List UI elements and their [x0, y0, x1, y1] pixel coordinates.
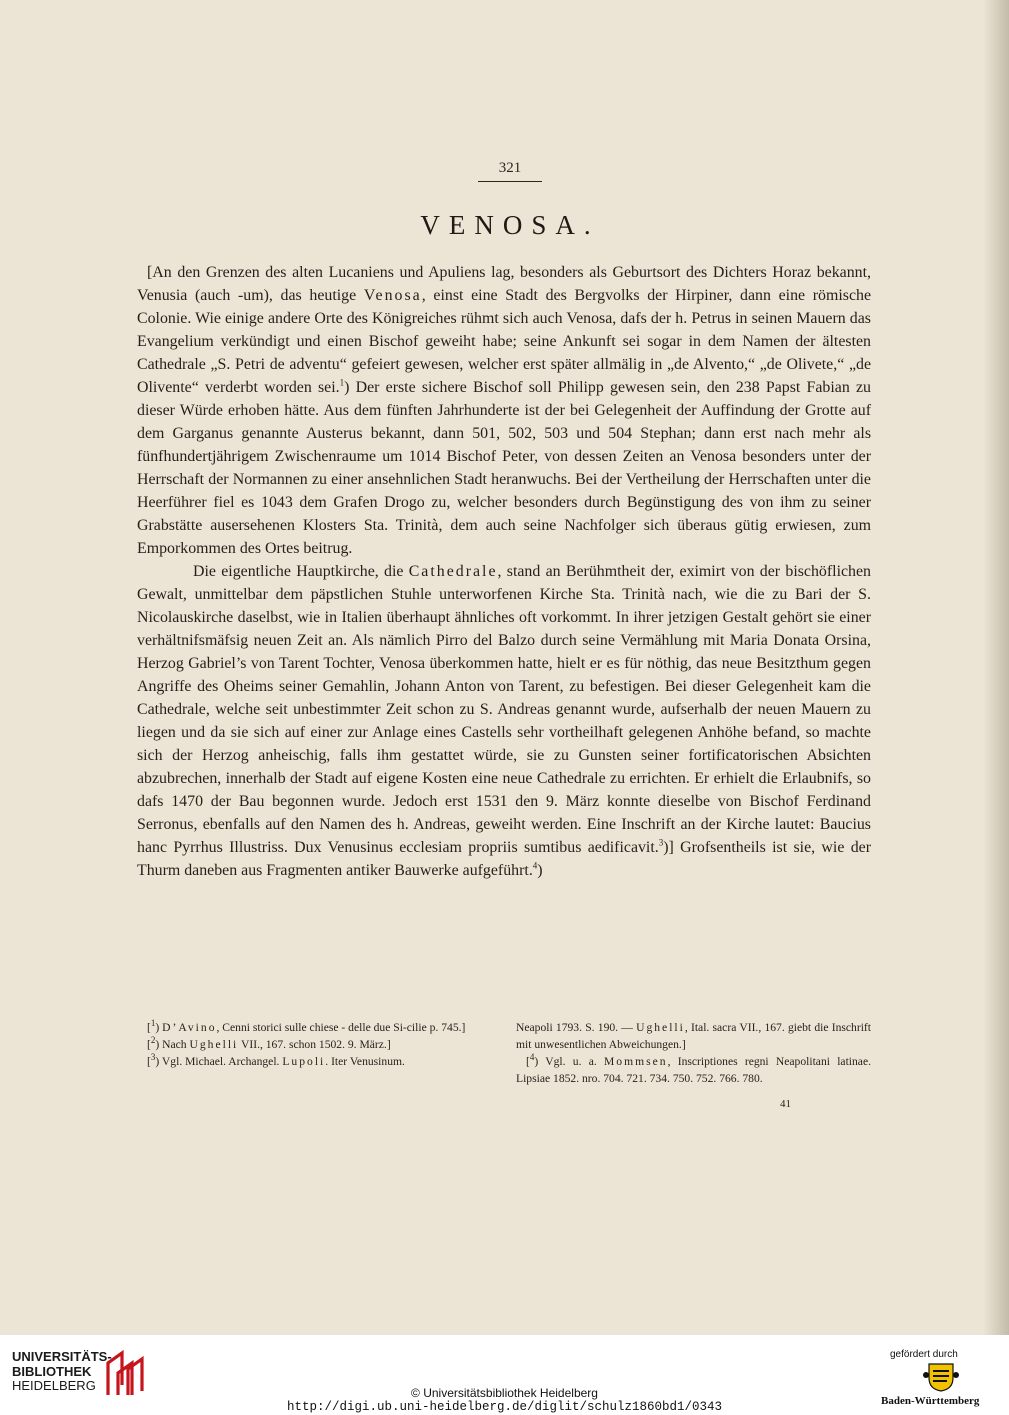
- ub-heidelberg-logo-text[interactable]: UNIVERSITÄTS- BIBLIOTHEK HEIDELBERG: [12, 1349, 112, 1393]
- footnote-1: [$^1$) D’Avino, Cenni storici sulle chiese - delle due Si-cilie p. 745.]: [147, 1018, 466, 1034]
- paragraph-2: Die eigentliche Hauptkirche, die Cathedrale, stand an Berühmtheit der, eximirt von der bischöflichen Gewalt, unmittelbar dem päpstlichen Stuhle unterworfenen Kirche Sta. Trinità nach, wie die zu Bari der S. Nicolauskirche daselbst, wie in Italien überhaupt ähnliches oft vorkommt. In ihrer jetzigen Gestalt gehört sie einer verhältnifsmäfsig neuen Zeit an. Als nämlich Pirro del Balzo durch seine Vermählung mit Maria Donata Orsina, Herzog Gabriel’s von Tarent Tochter, Venosa überkommen hatte, hielt er es für nöthig, das neue Besitzthum gegen Angriffe des Oheims seiner Gemahlin, Johann Anton von Tarent, zu befestigen. Bei dieser Gelegenheit kam die Cathedrale, welche seit unbestimmter Zeit schon zu S. Andreas genannt wurde, aufserhalb der neuen Mauern zu liegen und da sie sich auf einer zur Anlage eines Castells sehr vortheilhaft gelegenen Anhöhe befand, so machte sich der Herzog anheischig, falls ihm gestattet würde, sie zu Gunsten seiner fortificatorischen Absichten abzubrechen, innerhalb der Stadt auf eigene Kosten eine neue Cathedrale zu errichten. Er erhielt die Erlaubnifs, so dafs 1470 der Bau begonnen wurde. Jedoch erst 1531 den 9. März konnte dieselbe von Bischof Ferdinand Serronus, ebenfalls auf den Namen des h. Andreas, geweiht werden. Eine Inschrift an der Kirche lautet: Baucius hanc Pyrrhus Illustriss. Dux Venusinus ecclesiam propriis sumtibus aedificavit.$^3$)] Grofsentheils ist sie, wie der Thurm daneben aus Fragmenten antiker Bauwerke aufgeführt.$^4$): [137, 563, 871, 879]
- emphasis-venosa: Venosa: [363, 287, 422, 304]
- body-text: [137, 261, 871, 882]
- page-title: VENOSA.: [420, 210, 600, 240]
- footnotes-left-column: [137, 1019, 492, 1087]
- footnote-3: [$^3$) Vgl. Michael. Archangel. Lupoli. Iter Venusinum.: [147, 1052, 405, 1068]
- footnote-3-continued: Neapoli 1793. S. 190. — Ughelli, Ital. sacra VII., 167. giebt die Inschrift mit unwesentlichen Abweichungen.]: [516, 1021, 871, 1051]
- footer-bar: [0, 1335, 1009, 1415]
- permalink-url[interactable]: http://digi.ub.uni-heidelberg.de/diglit/schulz1860bd1/0343: [286, 1400, 723, 1414]
- page-edge-shadow: [983, 0, 1009, 1335]
- baden-wuerttemberg-crest-icon[interactable]: [921, 1361, 961, 1393]
- footnote-4: [$^4$) Vgl. u. a. Mommsen, Inscriptiones regni Neapolitani latinae. Lipsiae 1852. nro. 704. 721. 734. 750. 752. 766. 780.: [516, 1052, 871, 1085]
- footnote-ref-1[interactable]: 1: [339, 377, 345, 388]
- footnotes-right-column: [516, 1019, 871, 1087]
- emphasis-cathedrale: Cathedrale: [408, 563, 498, 580]
- funder-name: Baden-Württemberg: [881, 1395, 980, 1407]
- page-number-rule: [478, 181, 542, 182]
- copyright-notice: © Universitätsbibliothek Heidelberg: [411, 1386, 598, 1400]
- footnote-ref-3[interactable]: 3: [658, 837, 664, 848]
- paragraph-1: [An den Grenzen des alten Lucaniens und Apuliens lag, besonders als Geburtsort des Dichters Horaz bekannt, Venusia (auch -um), das heutige Venosa, einst eine Stadt des Bergvolks der Hirpiner, dann eine römische Colonie. Wie einige andere Orte des Königreiches rühmt sich auch Venosa, dafs der h. Petrus in seinen Mauern das Evangelium verkündigt und einen Bischof geweiht habe; seine Ankunft sei sogar in dem Namen der ältesten Cathedrale „S. Petri de adventu“ gefeiert gewesen, welcher erst später allmälig in „de Alvento,“ „de Olivete,“ „de Olivente“ verderbt worden sei.$^1$) Der erste sichere Bischof soll Philipp gewesen sein, den 238 Papst Fabian zu dieser Würde erhoben hätte. Aus dem fünften Jahrhunderte ist der bei Gelegenheit der Auffindung der Grotte auf dem Garganus genannte Austerus bekannt, dann 501, 502, 503 und 504 Stephan; dann erst nach mehr als fünfhundertjährigem Zwischenraume um 1014 Bischof Peter, von dessen Zeiten an Venosa besonders unter der Herrschaft der Normannen zu einer ansehnlichen Stadt heranwuchs. Bei der Vertheilung der Herrschaften unter die Heerführer fiel es 1043 dem Grafen Drogo zu, welcher besonders durch Begünstigung des von ihm zu seiner Grabstätte ausersehenen Klosters Sta. Trinità, dem auch seine Nachfolger sich überaus gütig erwiesen, zum Emporkommen des Ortes beitrug.: [137, 264, 871, 557]
- footnotes: [137, 1019, 871, 1087]
- footnote-2: [$^2$) Nach Ughelli VII., 167. schon 1502. 9. März.]: [147, 1035, 391, 1051]
- page-number: 321: [498, 160, 522, 176]
- footnote-ref-4[interactable]: 4: [532, 860, 538, 871]
- funded-by-label: gefördert durch: [890, 1349, 958, 1360]
- sheet-signature: 41: [780, 1098, 791, 1110]
